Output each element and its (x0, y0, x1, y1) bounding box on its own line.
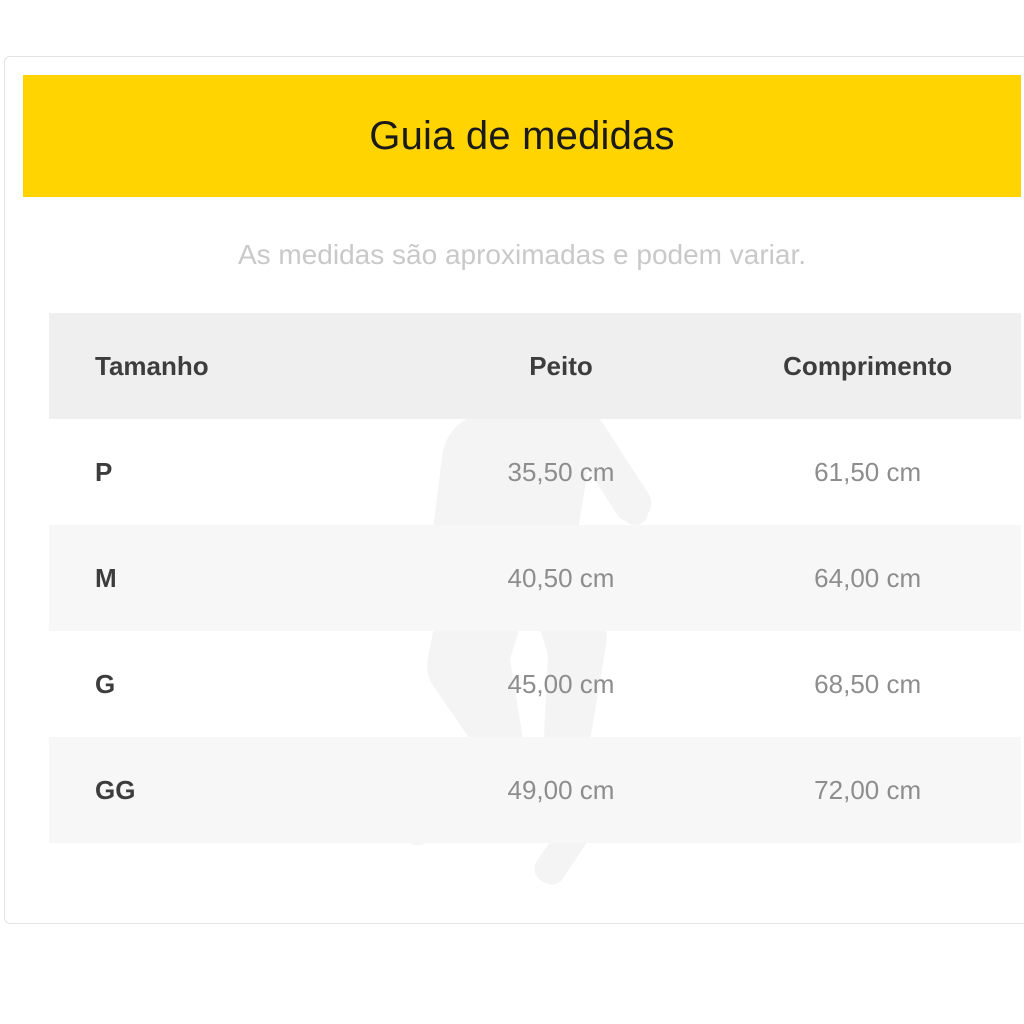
cell-length: 64,00 cm (814, 562, 922, 593)
card-subtitle: As medidas são aproximadas e podem variar. (237, 239, 807, 270)
cell-chest: 35,50 cm (507, 456, 615, 487)
measurements-table-wrap (49, 313, 1021, 843)
cell-chest: 40,50 cm (507, 562, 615, 593)
table-row (49, 419, 1021, 525)
table-row (49, 631, 1021, 737)
cell-chest: 45,00 cm (507, 668, 615, 699)
cell-size: GG (95, 774, 136, 805)
cell-length: 72,00 cm (814, 774, 922, 805)
column-header-length: Comprimento (783, 350, 953, 381)
measurements-table (49, 313, 1021, 843)
cell-size: G (95, 668, 116, 699)
cell-chest: 49,00 cm (507, 774, 615, 805)
size-guide-card (4, 56, 1024, 924)
cell-length: 68,50 cm (814, 668, 922, 699)
column-header-size: Tamanho (95, 350, 209, 381)
page-title: Guia de medidas (369, 113, 675, 158)
table-header (49, 313, 1021, 419)
cell-size: M (95, 562, 117, 593)
cell-size: P (95, 456, 113, 487)
table-row (49, 737, 1021, 843)
table-row (49, 525, 1021, 631)
card-header (23, 75, 1021, 197)
column-header-chest: Peito (529, 350, 593, 381)
table-header-row (49, 313, 1021, 419)
cell-length: 61,50 cm (814, 456, 922, 487)
table-body (49, 419, 1021, 843)
